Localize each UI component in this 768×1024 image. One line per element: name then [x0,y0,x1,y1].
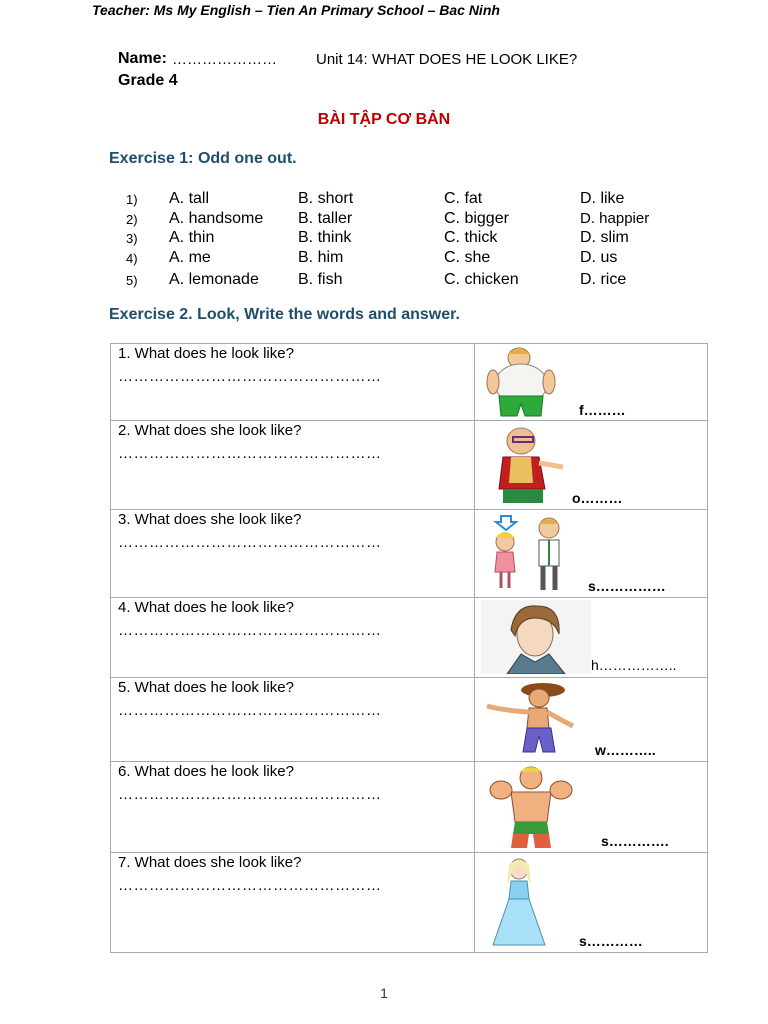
odd-one-out-row [0,271,768,291]
option-b: B. him [298,249,344,266]
option-c: C. bigger [444,210,509,227]
item-number: 3) [126,231,138,246]
item-number: 5) [126,273,138,288]
column-divider [474,344,475,420]
table-row [111,510,707,598]
item-number: 4) [126,251,138,266]
table-row [111,853,707,952]
option-a: A. handsome [169,210,264,227]
question-text: 7. What does she look like? [118,854,302,871]
option-a: A. tall [169,190,210,207]
option-d: D. rice [580,271,627,288]
column-divider [474,598,475,677]
table-row [111,678,707,762]
name-label: Name: [118,50,167,67]
hint-text: w……….. [595,742,656,758]
table-row [111,421,707,510]
item-number: 1) [126,192,138,207]
option-d: D. happier [580,210,650,227]
answer-line[interactable]: …………………………………………… [118,702,382,719]
option-d: D. slim [580,229,629,246]
odd-one-out-row [0,210,768,230]
old-woman-picture [481,423,577,507]
option-b: B. think [298,229,352,246]
handsome-man-picture [481,600,591,674]
odd-one-out-row [0,249,768,269]
answer-line[interactable]: …………………………………………… [118,368,382,385]
item-number: 2) [126,212,138,227]
hint-text: s…………… [588,578,666,594]
option-d: D. us [580,249,618,266]
option-a: A. thin [169,229,215,246]
hint-text: s………… [579,933,643,949]
option-a: A. me [169,249,211,266]
hint-text: f……… [579,402,626,418]
unit-title: Unit 14: WHAT DOES HE LOOK LIKE? [316,51,578,68]
question-text: 2. What does she look like? [118,422,302,439]
hint-text: s…………. [601,833,669,849]
answer-line[interactable]: …………………………………………… [118,877,382,894]
name-blank: ………………… [172,51,277,68]
table-row [111,344,707,421]
hint-text: o……… [572,490,623,506]
option-c: C. fat [444,190,483,207]
column-divider [474,510,475,597]
question-text: 3. What does she look like? [118,511,302,528]
table-row [111,762,707,853]
exercise1-title: Exercise 1: Odd one out. [109,150,297,167]
column-divider [474,678,475,761]
option-c: C. chicken [444,271,519,288]
answer-line[interactable]: …………………………………………… [118,622,382,639]
strong-man-picture [481,764,581,850]
section-title: BÀI TẬP CƠ BẢN [317,111,451,128]
short-girl-picture [483,512,579,596]
odd-one-out-row [0,190,768,210]
grade-label: Grade 4 [118,72,178,89]
odd-one-out-row [0,229,768,249]
answer-line[interactable]: …………………………………………… [118,786,382,803]
option-a: A. lemonade [169,271,259,288]
option-c: C. she [444,249,491,266]
table-row [111,598,707,678]
question-text: 4. What does he look like? [118,599,294,616]
answer-line[interactable]: …………………………………………… [118,534,382,551]
exercise2-table [110,343,708,953]
slim-woman-picture [483,855,555,947]
column-divider [474,762,475,852]
option-b: B. fish [298,271,343,288]
question-text: 1. What does he look like? [118,345,294,362]
question-text: 6. What does he look like? [118,763,294,780]
option-c: C. thick [444,229,498,246]
weak-man-picture [481,680,581,758]
hint-text: h…………….. [591,657,677,673]
column-divider [474,853,475,952]
option-b: B. short [298,190,354,207]
answer-line[interactable]: …………………………………………… [118,445,382,462]
option-d: D. like [580,190,625,207]
page-header: Teacher: Ms My English – Tien An Primary School – Bac Ninh [92,2,500,18]
page-number: 1 [380,985,388,1001]
column-divider [474,421,475,509]
exercise2-title: Exercise 2. Look, Write the words and answer. [109,306,460,323]
fat-man-picture [479,346,575,418]
question-text: 5. What does he look like? [118,679,294,696]
option-b: B. taller [298,210,353,227]
